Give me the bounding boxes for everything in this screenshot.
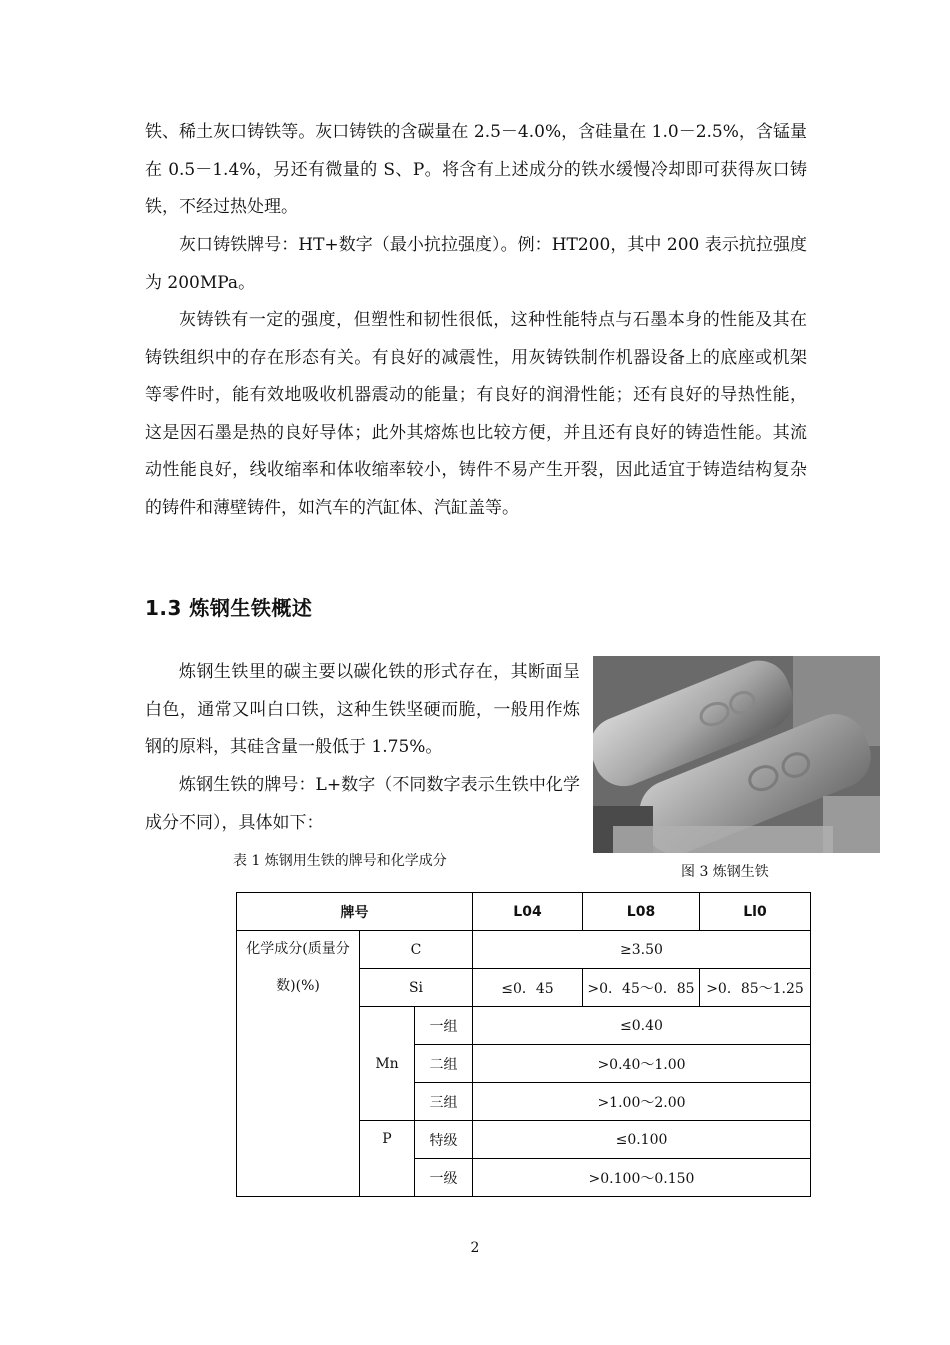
value-cell: >0.100～0.150 (473, 1159, 811, 1197)
grade-label: 特级 (415, 1121, 473, 1159)
pig-iron-grade-table (236, 892, 811, 1197)
paragraph-gray-iron-grade: 灰口铸铁牌号：HT+数字（最小抗拉强度）。例：HT200，其中 200 表示抗拉强度为 200MPa。 (145, 235, 807, 293)
grade-label: 一级 (415, 1159, 473, 1197)
element-label-p: P (360, 1121, 415, 1197)
element-label-c: C (360, 931, 473, 969)
value-si-l10: >0．85～1.25 (700, 969, 811, 1007)
element-label-si: Si (360, 969, 473, 1007)
paragraph-steelmaking-grade: 炼钢生铁的牌号：L+数字（不同数字表示生铁中化学成分不同），具体如下： (145, 775, 580, 833)
table-caption: 表 1 炼钢用生铁的牌号和化学成分 (233, 853, 447, 869)
value-si-l04: ≤0．45 (473, 969, 583, 1007)
header-cell-l04: L04 (473, 893, 583, 931)
paragraph-steelmaking-pig-iron: 炼钢生铁里的碳主要以碳化铁的形式存在，其断面呈白色，通常又叫白口铁，这种生铁坚硬而脆，一般用作炼钢的原料，其硅含量一般低于 1.75%。 (145, 662, 580, 757)
header-cell-l10: Ll0 (700, 893, 811, 931)
table-row-c (237, 931, 811, 969)
table-header-row (237, 893, 811, 931)
value-cell: >1.00～2.00 (473, 1083, 811, 1121)
section-heading: 1.3 炼钢生铁概述 (145, 596, 313, 620)
page-number: 2 (470, 1240, 480, 1256)
value-cell: ≤0.40 (473, 1007, 811, 1045)
chem-composition-label: 化学成分(质量分数)(%) (237, 931, 360, 1197)
value-c: ≥3.50 (473, 931, 811, 969)
grade-label: 三组 (415, 1083, 473, 1121)
value-cell: ≤0.100 (473, 1121, 811, 1159)
element-label-mn: Mn (360, 1007, 415, 1121)
grade-label: 一组 (415, 1007, 473, 1045)
figure-caption: 图 3 炼钢生铁 (681, 864, 769, 880)
paragraph-gray-iron-properties: 灰铸铁有一定的强度，但塑性和韧性很低，这种性能特点与石墨本身的性能及其在铸铁组织中的存在形态有关。有良好的减震性，用灰铸铁制作机器设备上的底座或机架等零件时，能有效地吸收机器震动的能量；有良好的润滑性能；还有良好的导热性能，这是因石墨是热的良好导体；此外其熔炼也比较方便，并且还有良好的铸造性能。其流动性能良好，线收缩率和体收缩率较小，铸件不易产生开裂，因此适宜于铸造结构复杂的铸件和薄壁铸件，如汽车的汽缸体、汽缸盖等。 (145, 310, 807, 518)
value-cell: >0.40～1.00 (473, 1045, 811, 1083)
header-cell-grade: 牌号 (237, 893, 473, 931)
header-cell-l08: L08 (583, 893, 700, 931)
grade-label: 二组 (415, 1045, 473, 1083)
paragraph-gray-iron-composition: 铁、稀土灰口铸铁等。灰口铸铁的含碳量在 2.5－4.0%，含硅量在 1.0－2.5%，含锰量在 0.5－1.4%，另还有微量的 S、P。将含有上述成分的铁水缓慢冷却即可获得灰口铸铁，不经过热处理。 (145, 122, 807, 217)
value-si-l08: >0．45～0．85 (583, 969, 700, 1007)
pig-iron-photo (593, 656, 880, 853)
